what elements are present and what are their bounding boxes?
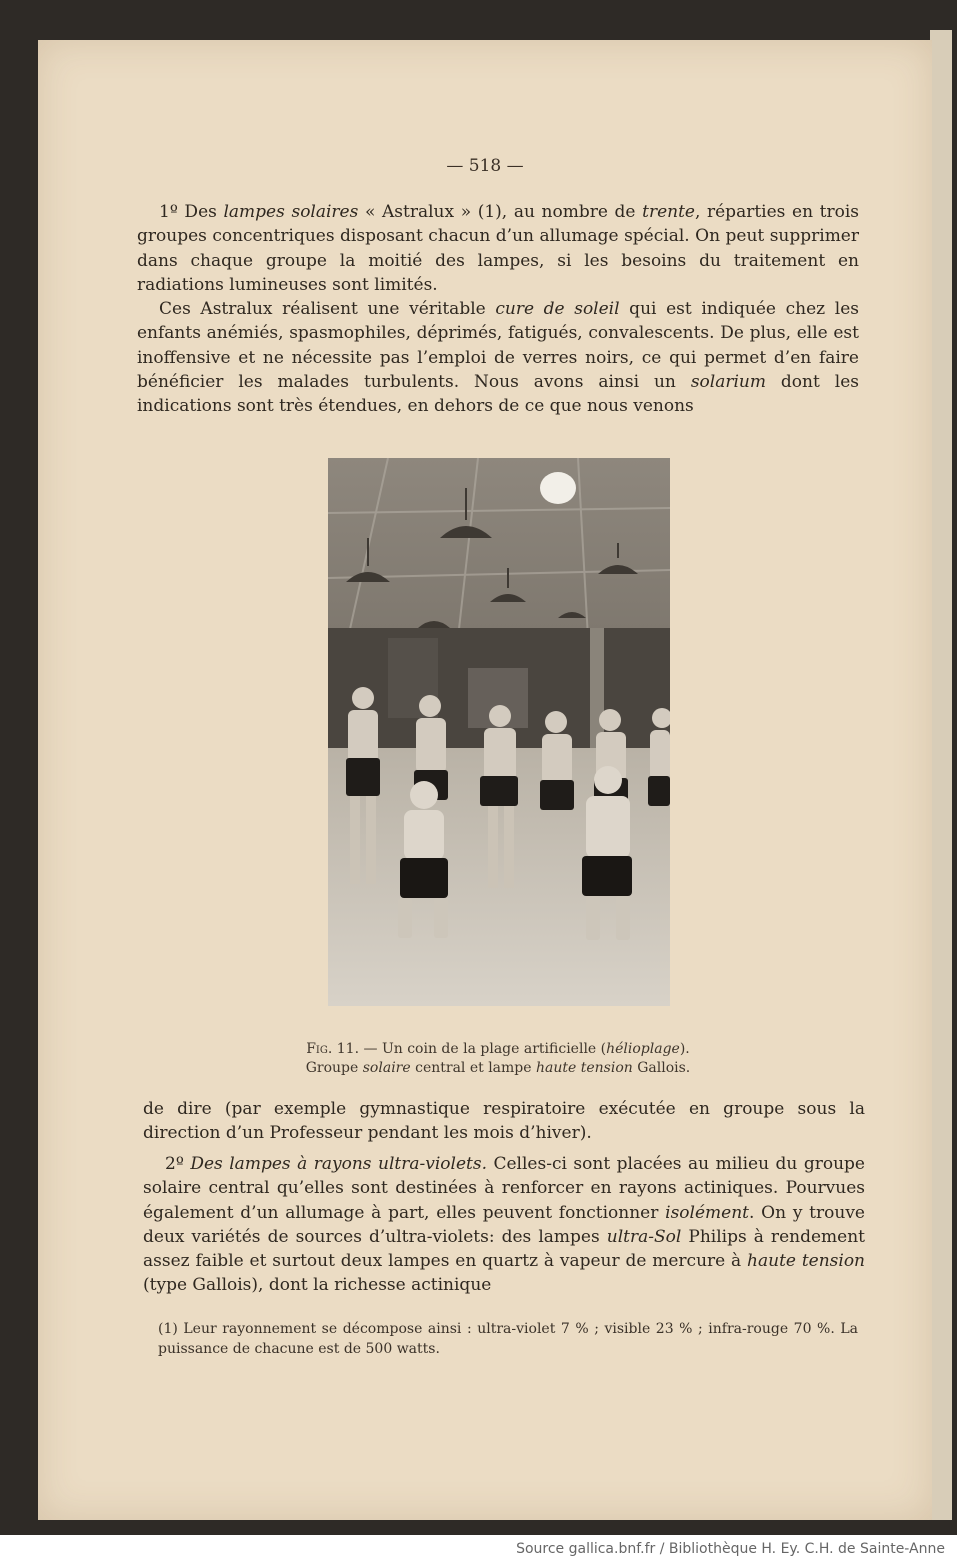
paragraph-2: Ces Astralux réalisent une véritable cure de soleil qui est indiquée chez les enfants anémiés, spasmophiles, déprimés, fatigués, convalescents. De plus, elle est inoffensive et ne nécessite pas l’emploi de verres noirs, ce qui permet d’en faire bénéficier les malades turbulents. Nous avons ainsi un solarium dont les indications sont très étendues, en dehors de ce que nous venons [137,299,859,417]
source-attribution: Source gallica.bnf.fr / Bibliothèque H. Ey. C.H. de Sainte-Anne [516,1541,945,1557]
solarium-photo [328,458,670,1006]
paragraph-4: 2º Des lampes à rayons ultra-violets. Celles-ci sont placées au milieu du groupe solaire central qu’elles sont destinées à renforcer en rayons actiniques. Pourvues également d’un allumage à part, elles peuvent fonctionner isolément. On y trouve deux variétés de sources d’ultra-violets: des lampes ultra-Sol Philips à rendement assez faible et surtout deux lampes en quartz à vapeur de mercure à haute tension (type Gallois), dont la richesse actinique [143,1154,866,1296]
footnote: (1) Leur rayonnement se décompose ainsi : ultra-violet 7 % ; visible 23 % ; infra-rouge 70 %. La puissance de chacune est de 500 watts. [158,1321,858,1357]
adjacent-page-edge [930,30,952,1520]
page-number: — 518 — [446,156,524,176]
figure-caption: Fig. 11. — Un coin de la plage artificielle (hélioplage). Groupe solaire central et lampe haute tension Gallois. [305,1041,691,1076]
paragraph-1: 1º Des lampes solaires « Astralux » (1), au nombre de trente, réparties en trois groupes concentriques disposant chacun d’un allumage spécial. On peut supprimer dans chaque groupe la moitié des lampes, si les besoins du traitement en radiations lumineuses sont limités. [137,202,859,295]
paragraph-3: de dire (par exemple gymnastique respiratoire exécutée en groupe sous la direction d’un Professeur pendant les mois d’hiver). [143,1099,865,1144]
photograph-figure [328,458,670,1006]
book-page [38,40,932,1520]
